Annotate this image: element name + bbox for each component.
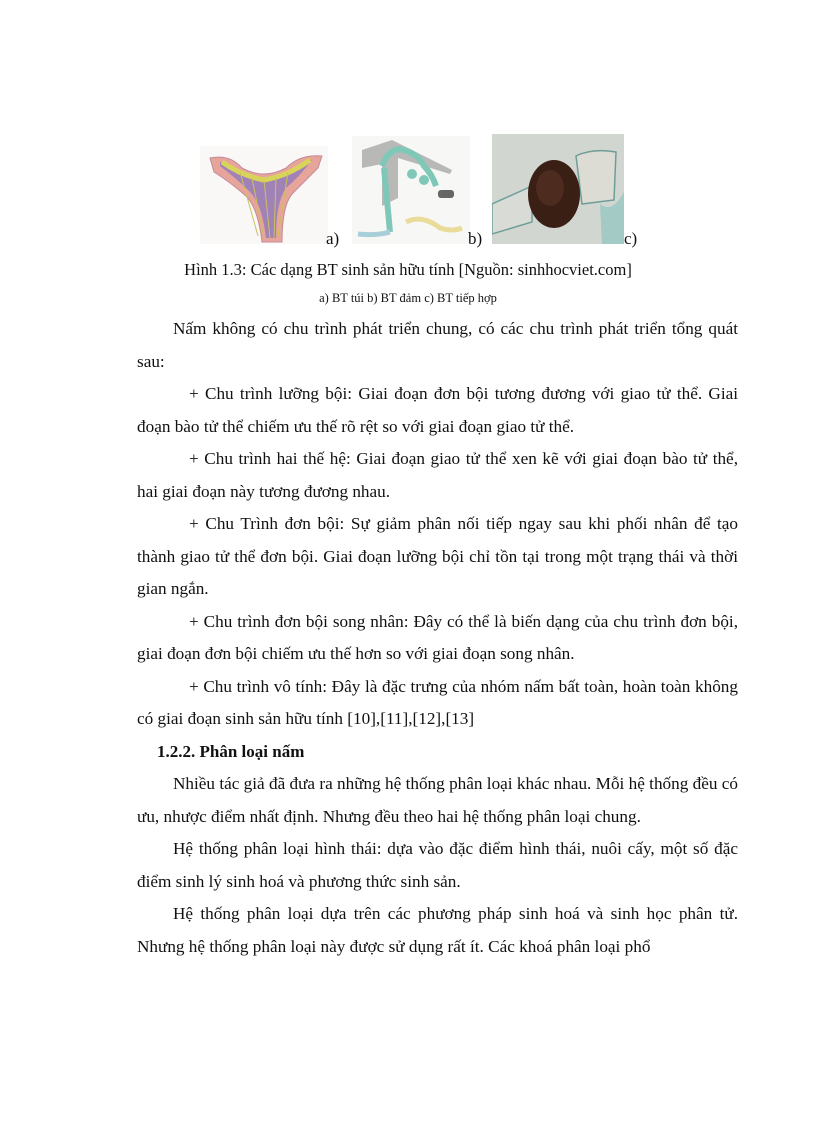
- body-text: [137, 313, 738, 963]
- paragraph-classification-intro: Nhiều tác giả đã đưa ra những hệ thống phân loại khác nhau. Mỗi hệ thống đều có ưu, nhược điểm nhất định. Nhưng đều theo hai hệ thống phân loại chung.: [137, 774, 738, 826]
- figure-label-b: b): [468, 229, 483, 248]
- paragraph-morphological-system: Hệ thống phân loại hình thái: dựa vào đặc điểm hình thái, nuôi cấy, một số đặc điểm sinh lý sinh hoá và phương thức sinh sản.: [137, 839, 738, 891]
- figure-image-basidium: [352, 136, 470, 244]
- paragraph-molecular-system: Hệ thống phân loại dựa trên các phương pháp sinh hoá và sinh học phân tử. Nhưng hệ thống phân loại này được sử dụng rất ít. Các khoá phân loại phổ: [137, 904, 738, 956]
- figure-image-zygospore: [492, 134, 624, 244]
- figure-image-ascus: [200, 146, 328, 244]
- figure-subcaption: a) BT túi b) BT đảm c) BT tiếp hợp: [319, 291, 497, 305]
- paragraph-intro: Nấm không có chu trình phát triển chung, có các chu trình phát triển tổng quát sau:: [137, 319, 738, 371]
- figure-caption: Hình 1.3: Các dạng BT sinh sản hữu tính [Nguồn: sinhhocviet.com]: [184, 260, 632, 279]
- paragraph-diploid-cycle: + Chu trình lưỡng bội: Giai đoạn đơn bội tương đương với giao tử thể. Giai đoạn bào tử thể chiếm ưu thế rõ rệt so với giai đoạn giao tử thể.: [137, 384, 738, 436]
- figure-row: [196, 134, 646, 248]
- figure-label-c: c): [624, 229, 638, 248]
- paragraph-haploid-dikaryotic-cycle: + Chu trình đơn bội song nhân: Đây có thể là biến dạng của chu trình đơn bội, giai đoạn đơn bội chiếm ưu thế hơn so với giai đoạn song nhân.: [137, 611, 738, 663]
- section-heading: 1.2.2. Phân loại nấm: [157, 741, 305, 761]
- figure-label-a: a): [326, 229, 340, 248]
- paragraph-haploid-cycle: + Chu Trình đơn bội: Sự giảm phân nối tiếp ngay sau khi phối nhân để tạo thành giao tử thể đơn bội. Giai đoạn lưỡng bội chỉ tồn tại trong một trạng thái và thời gian ngắn.: [137, 514, 738, 598]
- paragraph-two-generation-cycle: + Chu trình hai thế hệ: Giai đoạn giao tử thể xen kẽ với giai đoạn bào tử thể, hai giai đoạn này tương đương nhau.: [137, 449, 738, 501]
- paragraph-asexual-cycle: + Chu trình vô tính: Đây là đặc trưng của nhóm nấm bất toàn, hoàn toàn không có giai đoạn sinh sản hữu tính [10],[11],[12],[13]: [137, 676, 738, 728]
